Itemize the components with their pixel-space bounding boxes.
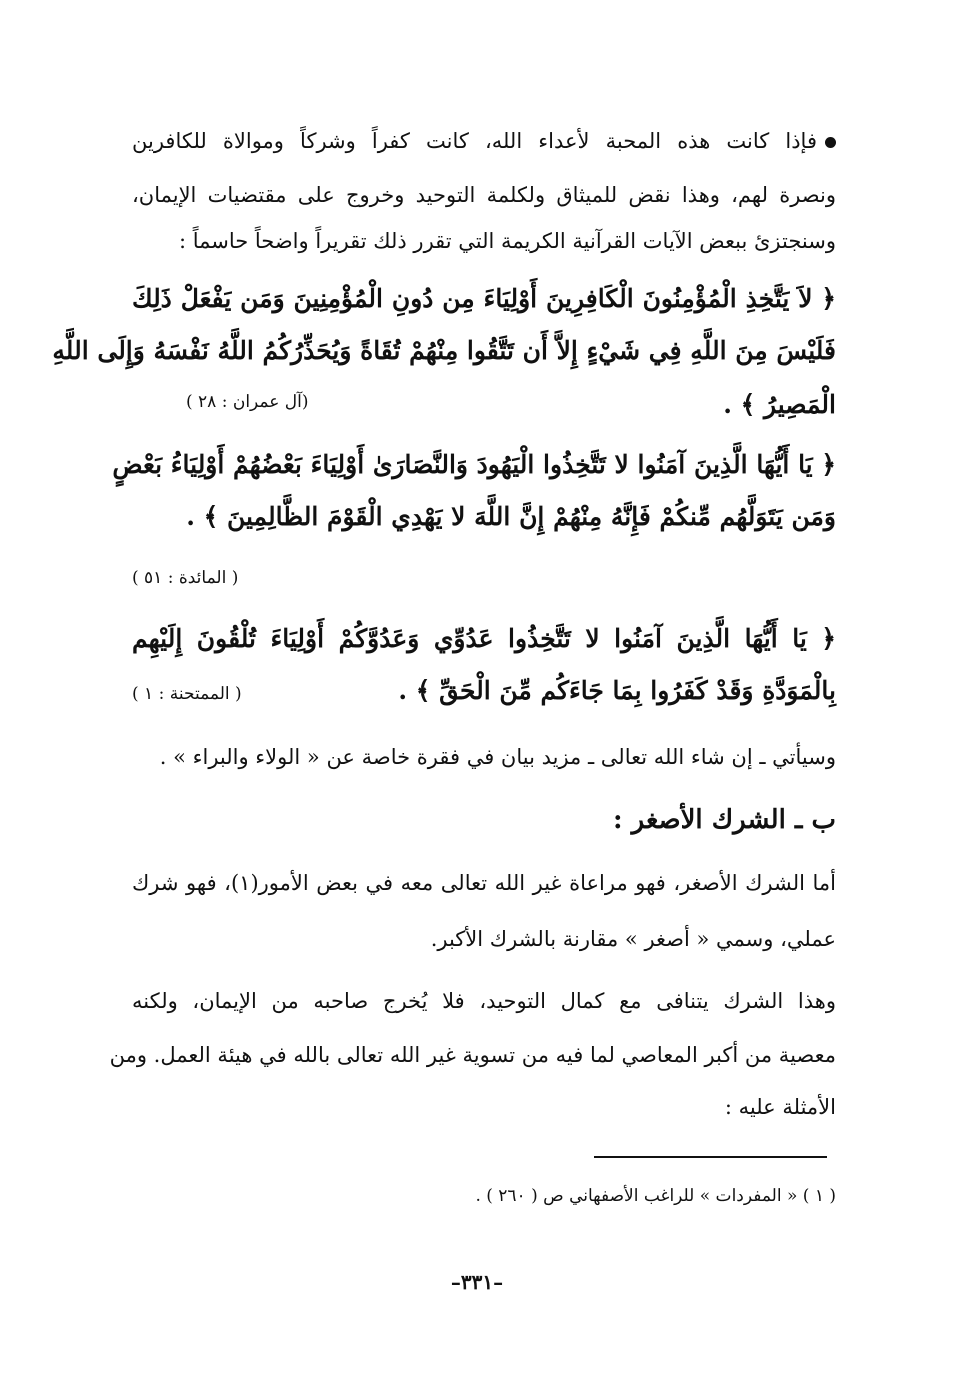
- section-heading: ب ـ الشرك الأصغر :: [612, 805, 836, 835]
- verse-2-line-1: ﴿ يَا أَيُّهَا الَّذِينَ آمَنُوا لا تَتَّخِذُوا الْيَهُودَ وَالنَّصَارَىٰ أَوْلِيَاءَ بَعْضُهُمْ أَوْلِيَاءُ بَعْضٍ: [112, 450, 836, 479]
- verse-3-line-2: بِالْمَوَدَّةِ وَقَدْ كَفَرُوا بِمَا جَاءَكُم مِّنَ الْحَقِّ ﴾ .: [398, 676, 836, 705]
- paragraph-1-line-2: ونصرة لهم، وهذا نقض للميثاق ولكلمة التوحيد وخروج على مقتضيات الإيمان،: [132, 183, 836, 207]
- paragraph-1-line-3: وسنجتزئ ببعض الآيات القرآنية الكريمة التي تقرر ذلك تقريراً واضحاً حاسماً :: [178, 229, 836, 253]
- paragraph-3-line-1: وهذا الشرك يتنافى مع كمال التوحيد، فلا يُخرج صاحبه من الإيمان، ولكنه: [132, 989, 836, 1013]
- verse-1-line-2: فَلَيْسَ مِنَ اللَّهِ فِي شَيْءٍ إِلاَّ أَن تَتَّقُوا مِنْهُمْ تُقَاةً وَيُحَذِّرُكُمُ اللَّهُ نَفْسَهُ وَإِلَى اللَّهِ: [52, 336, 836, 365]
- verse-2-reference: ( المائدة : ٥١ ): [132, 568, 239, 588]
- verse-3-reference: ( الممتحنة : ١ ): [132, 684, 242, 704]
- paragraph-3-line-2: معصية من أكبر المعاصي لما فيه من تسوية غير الله تعالى بالله في هيئة العمل. ومن: [109, 1043, 836, 1067]
- page-number: –٣٣١–: [450, 1270, 504, 1294]
- verse-1-line-1: ﴿ لاَ يَتَّخِذِ الْمُؤْمِنُونَ الْكَافِرِينَ أَوْلِيَاءَ مِن دُونِ الْمُؤْمِنِينَ وَمَن يَفْعَلْ ذَلِكَ: [132, 284, 836, 313]
- footnote: ( ١ ) « المفردات » للراغب الأصفهاني ص ( ٢٦٠ ) .: [475, 1186, 836, 1206]
- note-line: وسيأتي ـ إن شاء الله تعالى ـ مزيد بيان في فقرة خاصة عن « الولاء والبراء » .: [159, 745, 836, 769]
- bullet-icon: [825, 137, 836, 148]
- verse-3-line-1: ﴿ يَا أَيُّهَا الَّذِينَ آمَنُوا لا تَتَّخِذُوا عَدُوِّي وَعَدُوَّكُمْ أَوْلِيَاءَ تُلْقُونَ إِلَيْهِم: [132, 624, 837, 653]
- verse-1-line-3: الْمَصِيرُ ﴾ .: [723, 390, 836, 419]
- footnote-separator: [594, 1156, 827, 1158]
- paragraph-3-line-3: الأمثلة عليه :: [724, 1095, 836, 1119]
- paragraph-2-line-2: عملي، وسمي « أصغر » مقارنة بالشرك الأكبر.: [430, 927, 836, 951]
- verse-2-line-2: وَمَن يَتَوَلَّهُم مِّنكُمْ فَإِنَّهُ مِنْهُمْ إِنَّ اللَّهَ لا يَهْدِي الْقَوْمَ الظَّالِمِينَ ﴾ .: [186, 502, 836, 531]
- paragraph-1-line-1: فإذا كانت هذه المحبة لأعداء الله، كانت كفراً وشركاً وموالاة للكافرين: [132, 126, 836, 156]
- verse-1-reference: (آل عمران : ٢٨ ): [186, 392, 309, 412]
- paragraph-2-line-1: أما الشرك الأصغر، فهو مراعاة غير الله تعالى معه في بعض الأمور(١)، فهو شرك: [132, 871, 836, 895]
